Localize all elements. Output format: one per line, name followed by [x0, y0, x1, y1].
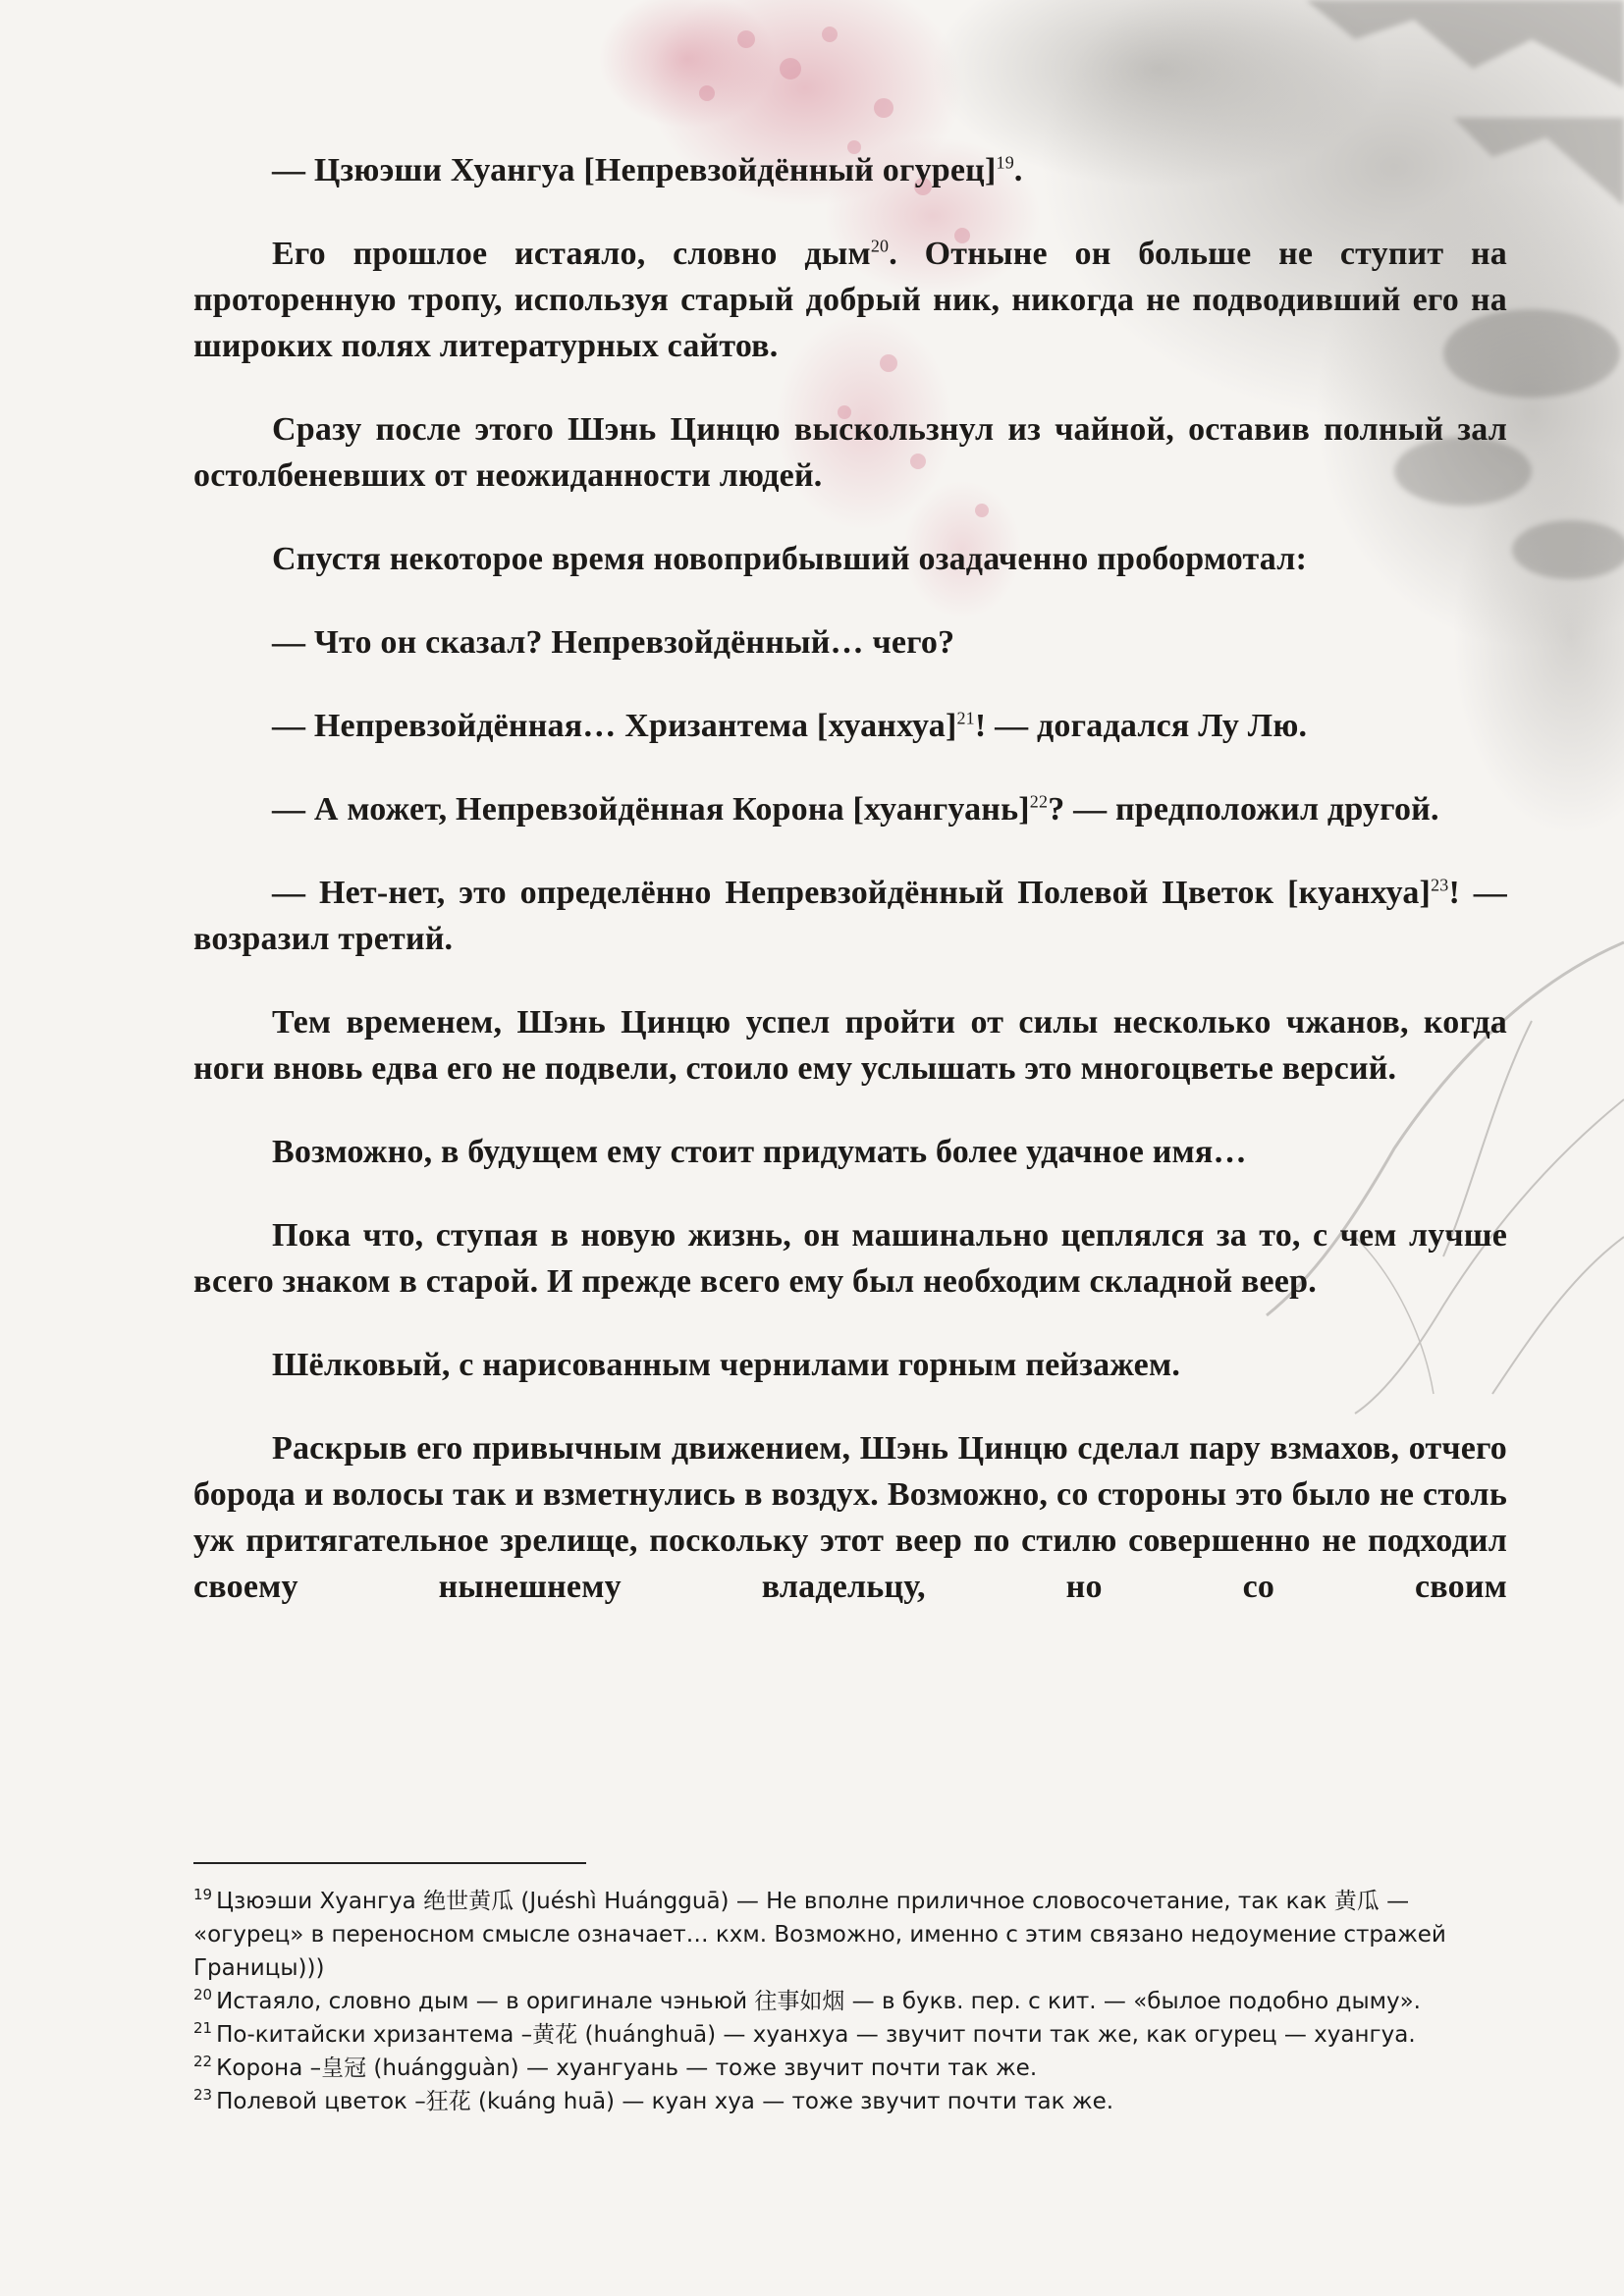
footnote-number: 21	[193, 2019, 213, 2038]
footnote-ref[interactable]: 22	[1029, 791, 1049, 812]
paragraph	[193, 619, 1507, 666]
main-text	[193, 147, 1507, 1647]
paragraph-text: ! — возразил третий.	[193, 875, 1507, 957]
footnote-number: 23	[193, 2086, 213, 2105]
footnote-ref[interactable]: 20	[870, 236, 890, 256]
footnote	[193, 2085, 1460, 2118]
footnote-text: Цзюэши Хуангуа 绝世黄瓜 (Juéshì Huángguā) — Не вполне приличное словосочетание, так как 黄瓜 — «огурец» в переносном смысле означает… кхм. Возможно, именно с этим связано недоумение стражей Границы)))	[193, 1889, 1446, 1981]
paragraph-text: ? — предположил другой.	[1048, 791, 1439, 828]
paragraph	[193, 1212, 1507, 1305]
footnote-text: Полевой цветок –狂花 (kuáng huā) — куан хуа — тоже звучит почти так же.	[216, 2089, 1114, 2114]
footnote-text: Корона –皇冠 (huángguàn) — хуангуань — тоже звучит почти так же.	[216, 2056, 1038, 2081]
footnote	[193, 2052, 1460, 2085]
paragraph-text: — Что он сказал? Непревзойдённый… чего?	[272, 624, 955, 661]
paragraph-text: — Цзюэши Хуангуа [Непревзойдённый огурец]	[272, 152, 997, 188]
paragraph	[193, 406, 1507, 499]
footnote	[193, 2018, 1460, 2052]
paragraph-text: Раскрыв его привычным движением, Шэнь Цинцю сделал пару взмахов, отчего борода и волосы так и взметнулись в воздух. Возможно, со стороны это было не столь уж притягательное зрелище, поскольку этот веер по стилю совершенно не подходил своему нынешнему владельцу, но со своим	[193, 1430, 1507, 1605]
footnote	[193, 1885, 1460, 1985]
paragraph-text: Сразу после этого Шэнь Цинцю выскользнул из чайной, оставив полный зал остолбеневших от неожиданности людей.	[193, 411, 1507, 494]
footnote-divider	[193, 1862, 586, 1864]
paragraph-text: Его прошлое истаяло, словно дым	[272, 236, 871, 272]
paragraph-text: Спустя некоторое время новоприбывший озадаченно пробормотал:	[272, 541, 1308, 577]
paragraph-text: . Отныне он больше не ступит на проторенную тропу, используя старый добрый ник, никогда не подводивший его на широких полях литературных сайтов.	[193, 236, 1508, 364]
paragraph	[193, 870, 1507, 962]
footnote-number: 20	[193, 1986, 213, 2004]
footnote-text: Истаяло, словно дым — в оригинале чэньюй 往事如烟 — в букв. пер. с кит. — «былое подобно дыму».	[216, 1989, 1421, 2014]
paragraph-text: ! — догадался Лу Лю.	[974, 708, 1308, 744]
footnote-text: По-китайски хризантема –黄花 (huánghuā) — хуанхуа — звучит почти так же, как огурец — хуангуа.	[216, 2022, 1416, 2048]
paragraph-text: Пока что, ступая в новую жизнь, он машинально цеплялся за то, с чем лучше всего знаком в старой. И прежде всего ему был необходим складной веер.	[193, 1217, 1507, 1300]
paragraph	[193, 999, 1507, 1092]
paragraph	[193, 1425, 1507, 1610]
footnote	[193, 1985, 1460, 2018]
footnote-ref[interactable]: 23	[1431, 875, 1449, 895]
footnote-ref[interactable]: 21	[956, 708, 975, 728]
paragraph-text: Тем временем, Шэнь Цинцю успел пройти от силы несколько чжанов, когда ноги вновь едва его не подвели, стоило ему услышать это многоцветье версий.	[193, 1004, 1507, 1087]
paragraph	[193, 786, 1507, 832]
paragraph-text: Возможно, в будущем ему стоит придумать более удачное имя…	[272, 1134, 1247, 1170]
paragraph	[193, 231, 1507, 369]
paragraph-text: .	[1013, 152, 1023, 188]
paragraph-text: — Непревзойдённая… Хризантема [хуанхуа]	[272, 708, 957, 744]
paragraph	[193, 1342, 1507, 1388]
footnote-ref[interactable]: 19	[996, 152, 1014, 173]
paragraph-text: — А может, Непревзойдённая Корона [хуангуань]	[272, 791, 1030, 828]
footnote-number: 19	[193, 1886, 213, 1904]
paragraph-text: Шёлковый, с нарисованным чернилами горным пейзажем.	[272, 1347, 1181, 1383]
footnote-number: 22	[193, 2053, 213, 2071]
paragraph	[193, 703, 1507, 749]
paragraph	[193, 536, 1507, 582]
paragraph	[193, 147, 1507, 193]
paragraph	[193, 1129, 1507, 1175]
footnotes	[193, 1885, 1460, 2118]
paragraph-text: — Нет-нет, это определённо Непревзойдённый Полевой Цветок [куанхуа]	[272, 875, 1432, 911]
